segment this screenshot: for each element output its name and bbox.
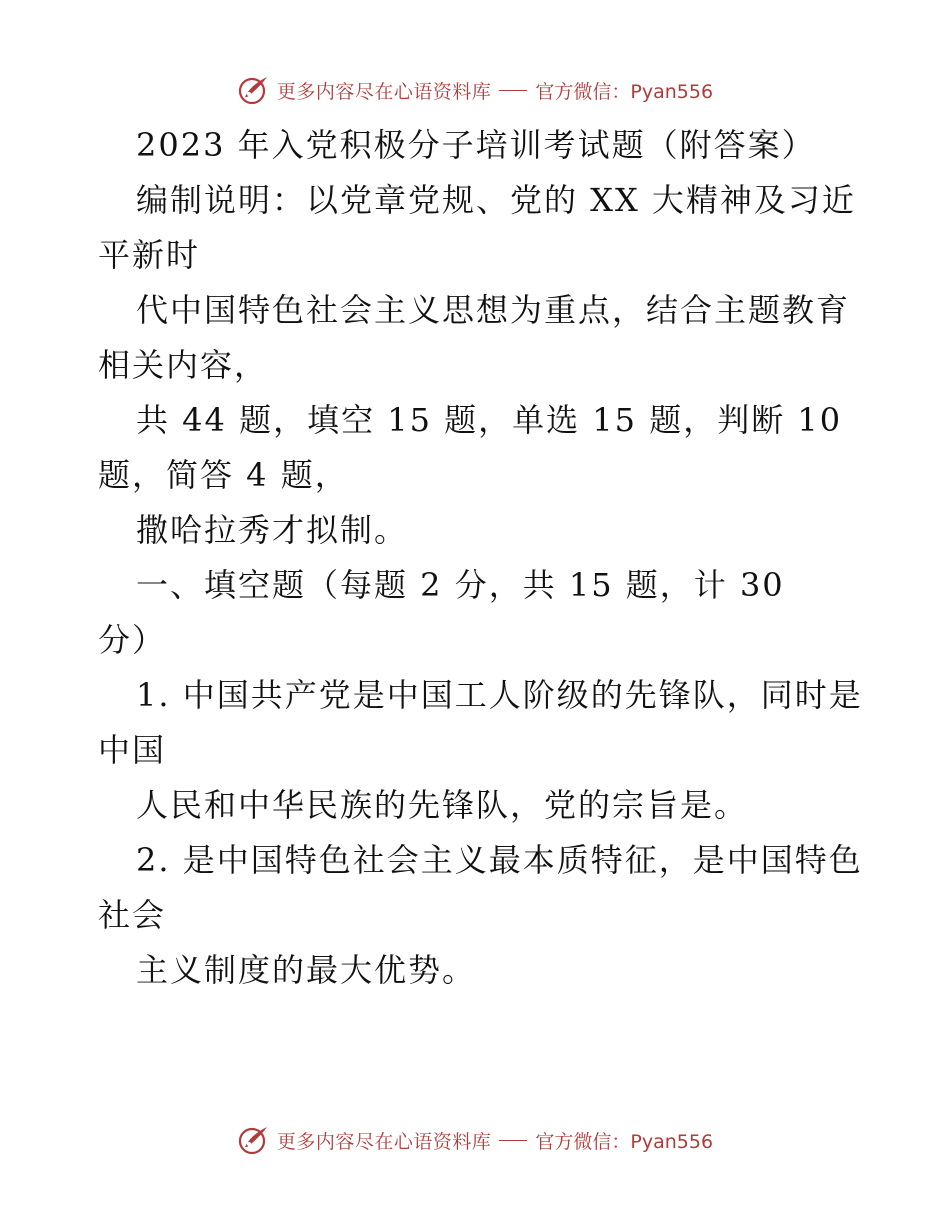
watermark-dash [499, 90, 527, 91]
text-line: 社会 [98, 896, 167, 934]
watermark-dash [499, 1140, 527, 1141]
text-line: 题，简答 4 题， [98, 456, 349, 494]
question-item: 2. 是中国特色社会主义最本质特征，是中国特色 [136, 841, 863, 879]
quill-logo-icon [237, 73, 271, 107]
header-watermark [0, 70, 950, 110]
text-line: 编制说明：以党章党规、党的 XX 大精神及习近 [136, 181, 856, 219]
watermark-text: 更多内容尽在心语资料库 [276, 1130, 492, 1153]
watermark-text: 更多内容尽在心语资料库 [276, 80, 492, 103]
text-line: 主义制度的最大优势。 [136, 951, 477, 989]
text-line: 分） [98, 621, 167, 659]
document-body [98, 118, 863, 998]
watermark-wechat: 官方微信：Pyan556 [535, 1130, 714, 1153]
watermark-wechat: 官方微信：Pyan556 [535, 80, 714, 103]
text-line: 中国 [98, 731, 167, 769]
question-item: 1. 中国共产党是中国工人阶级的先锋队，同时是 [136, 676, 863, 714]
text-line: 平新时 [98, 236, 201, 274]
text-line: 撒哈拉秀才拟制。 [136, 511, 409, 549]
doc-title: 2023 年入党积极分子培训考试题（附答案） [136, 126, 816, 164]
text-line: 代中国特色社会主义思想为重点，结合主题教育 [136, 291, 851, 329]
text-line: 相关内容， [98, 346, 269, 384]
text-line: 人民和中华民族的先锋队，党的宗旨是。 [136, 786, 749, 824]
footer-watermark [0, 1120, 950, 1160]
quill-logo-icon [237, 1123, 271, 1157]
section-heading: 一、填空题（每题 2 分，共 15 题，计 30 [136, 566, 785, 604]
text-line: 共 44 题，填空 15 题，单选 15 题，判断 10 [136, 401, 843, 439]
